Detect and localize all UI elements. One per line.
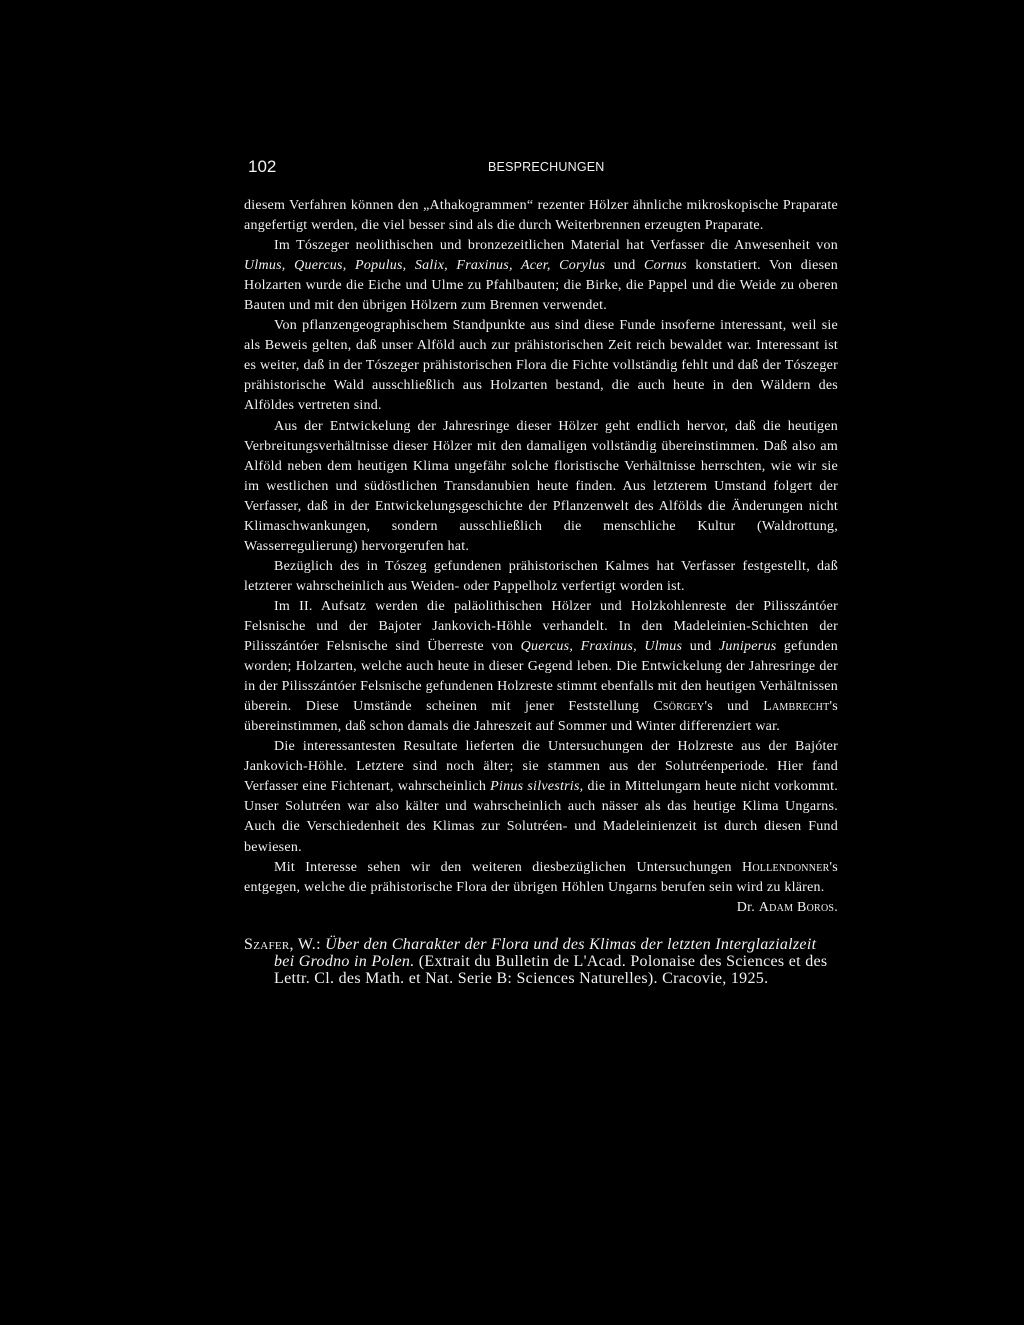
taxon-cornus: Cornus — [644, 258, 687, 274]
paragraph-2 — [244, 236, 838, 316]
paragraph-2-text-a: Im Tószeger neolithischen und bronzezeitlichen Material hat Verfasser die Anwesenheit von — [274, 238, 838, 254]
review-signature — [244, 898, 838, 918]
reviewer-signature — [737, 898, 838, 918]
taxa-list: Ulmus, Quercus, Populus, Salix, Fraxinus, Acer, Corylus — [244, 258, 606, 274]
citation-separator: : — [316, 935, 326, 953]
taxon-juniperus: Juniperus — [718, 639, 777, 655]
author-name-hollendonner: Hollendonner — [741, 859, 830, 875]
paragraph-7 — [244, 737, 838, 857]
paragraph-6-text-a: Im II. Aufsatz werden die paläolithischen Hölzer und Holzkohlenreste der Pilisszántóer Felsnische und der Bajoter Jankovich-Höhle verhandelt. In den Madeleinien-Schichten der Pilisszántóer Felsnische sind Überreste von — [244, 598, 838, 655]
paragraph-3: Von pflanzengeographischem Standpunkte aus sind diese Funde insoferne interessant, weil sie als Beweis gelten, daß unser Alföld auch zur prähistorischen Zeit reich bewaldet war. Interessant ist es weiter, daß in der Tószeger prähistorischen Flora die Fichte vollständig fehlt und daß der Tószeger prähistorische Wald ausschließlich aus Holzarten bestand, die auch heute in den Wäldern des Alföldes vertreten sind. — [244, 318, 838, 414]
paragraph-7-text-a: Die interessantesten Resultate lieferten die Untersuchungen der Holzreste aus der Bajóter Jankovich-Höhle. Letztere sind noch älter; sie stammen aus der Solutréenperiode. Hier fand Verfasser eine Fichtenart, wahrscheinlich — [244, 739, 838, 795]
author-name-csorgey: Csörgey — [653, 699, 705, 715]
page-number: 102 — [248, 157, 277, 176]
citation-author: Szafer, W. — [244, 935, 317, 953]
paragraph-2-text-c: konstatiert. Von diesen Holzarten wurde die Eiche und Ulme zu Pfahlbauten; die Birke, die Pappel und die Weide zu oberen Bauten und mit den übrigen Hölzern zum Brennen verwendet. — [244, 258, 839, 314]
paragraph-4: Aus der Entwickelung der Jahresringe dieser Hölzer geht endlich hervor, daß die heutigen Verbreitungsverhältnisse dieser Hölzer mit den damaligen vollständig übereinstimmen. Daß also am Alföld neben dem heutigen Klima ungefähr solche floristische Verhältnisse herrschten, wie wir sie im westlichen und südöstlichen Transdanubien heute finden. Aus letzterem Umstand folgert der Verfasser, daß in der Entwickelungsgeschichte der Pflanzenwelt des Alfölds die Änderungen nicht Klimaschwankungen, sondern ausschließlich die menschliche Kultur (Waldrottung, Wasserregulierung) hervorgerufen hat. — [244, 418, 838, 554]
paragraph-8-text-b: 's entgegen, welche die prähistorische Flora der übrigen Höhlen Ungarns berufen sein wird zu klären. — [244, 859, 838, 895]
paragraph-6-text-c: gefunden worden; Holzarten, welche auch heute in dieser Gegend leben. Die Entwickelung der Jahresringe der in der Pilisszántóer Felsnische gefundenen Holzreste stimmt ebenfalls mit den heutigen Verhältnissen überein. Diese Umstände scheinen mit jener Feststellung — [244, 639, 838, 715]
next-review-citation — [244, 936, 838, 987]
citation-title: Über den Charakter der Flora und des Klimas der letzten Interglazialzeit bei Grodno in Polen. — [274, 935, 817, 970]
paragraph-5: Bezüglich des in Tószeg gefundenen prähistorischen Kalmes hat Verfasser festgestellt, daß letzterer wahrscheinlich aus Weiden- oder Pappelholz verfertigt worden ist. — [244, 558, 838, 594]
paragraph-6-text-d: 's und — [704, 699, 764, 715]
citation-source: (Extrait du Bulletin de L'Acad. Polonaise des Sciences et des Lettr. Cl. des Math. et Nat. Serie B: Sciences Naturelles). Cracovie, 1925. — [274, 952, 828, 987]
reviewer-name: Adam Boros. — [758, 899, 838, 915]
paragraph-6 — [244, 597, 838, 737]
running-head: BESPRECHUNGEN — [488, 160, 605, 174]
review-body — [244, 196, 838, 918]
taxa-list-2: Quercus, Fraxinus, Ulmus — [520, 639, 683, 655]
paragraph-6-text-e: 's übereinstimmen, daß schon damals die Jahreszeit auf Sommer und Winter differenziert war. — [244, 699, 838, 735]
paragraph-6-text-b: und — [682, 639, 719, 655]
paragraph-2-text-b: und — [605, 258, 645, 274]
paragraph-1: diesem Verfahren können den „Athakogrammen“ rezenter Hölzer ähnliche mikroskopische Praparate angefertigt werden, die viel besser sind als die durch Weiterbrennen erzeugten Praparate. — [244, 198, 838, 234]
paragraph-7-text-b: , die in Mittelungarn heute nicht vorkommt. Unser Solutréen war also kälter und wahrscheinlich auch nässer als das heutige Klima Ungarns. Auch die Verschiedenheit des Klimas zur Solutréen- und Madeleinienzeit ist durch diesen Fund bewiesen. — [244, 779, 838, 855]
reviewer-title: Dr. — [736, 899, 756, 915]
page-header — [244, 157, 838, 179]
paragraph-8-text-a: Mit Interesse sehen wir den weiteren diesbezüglichen Untersuchungen — [274, 859, 742, 875]
document-page — [244, 157, 838, 1003]
author-name-lambrecht: Lambrecht — [763, 699, 830, 715]
taxon-pinus-silvestris: Pinus silvestris — [490, 779, 580, 795]
paragraph-8 — [244, 858, 838, 898]
